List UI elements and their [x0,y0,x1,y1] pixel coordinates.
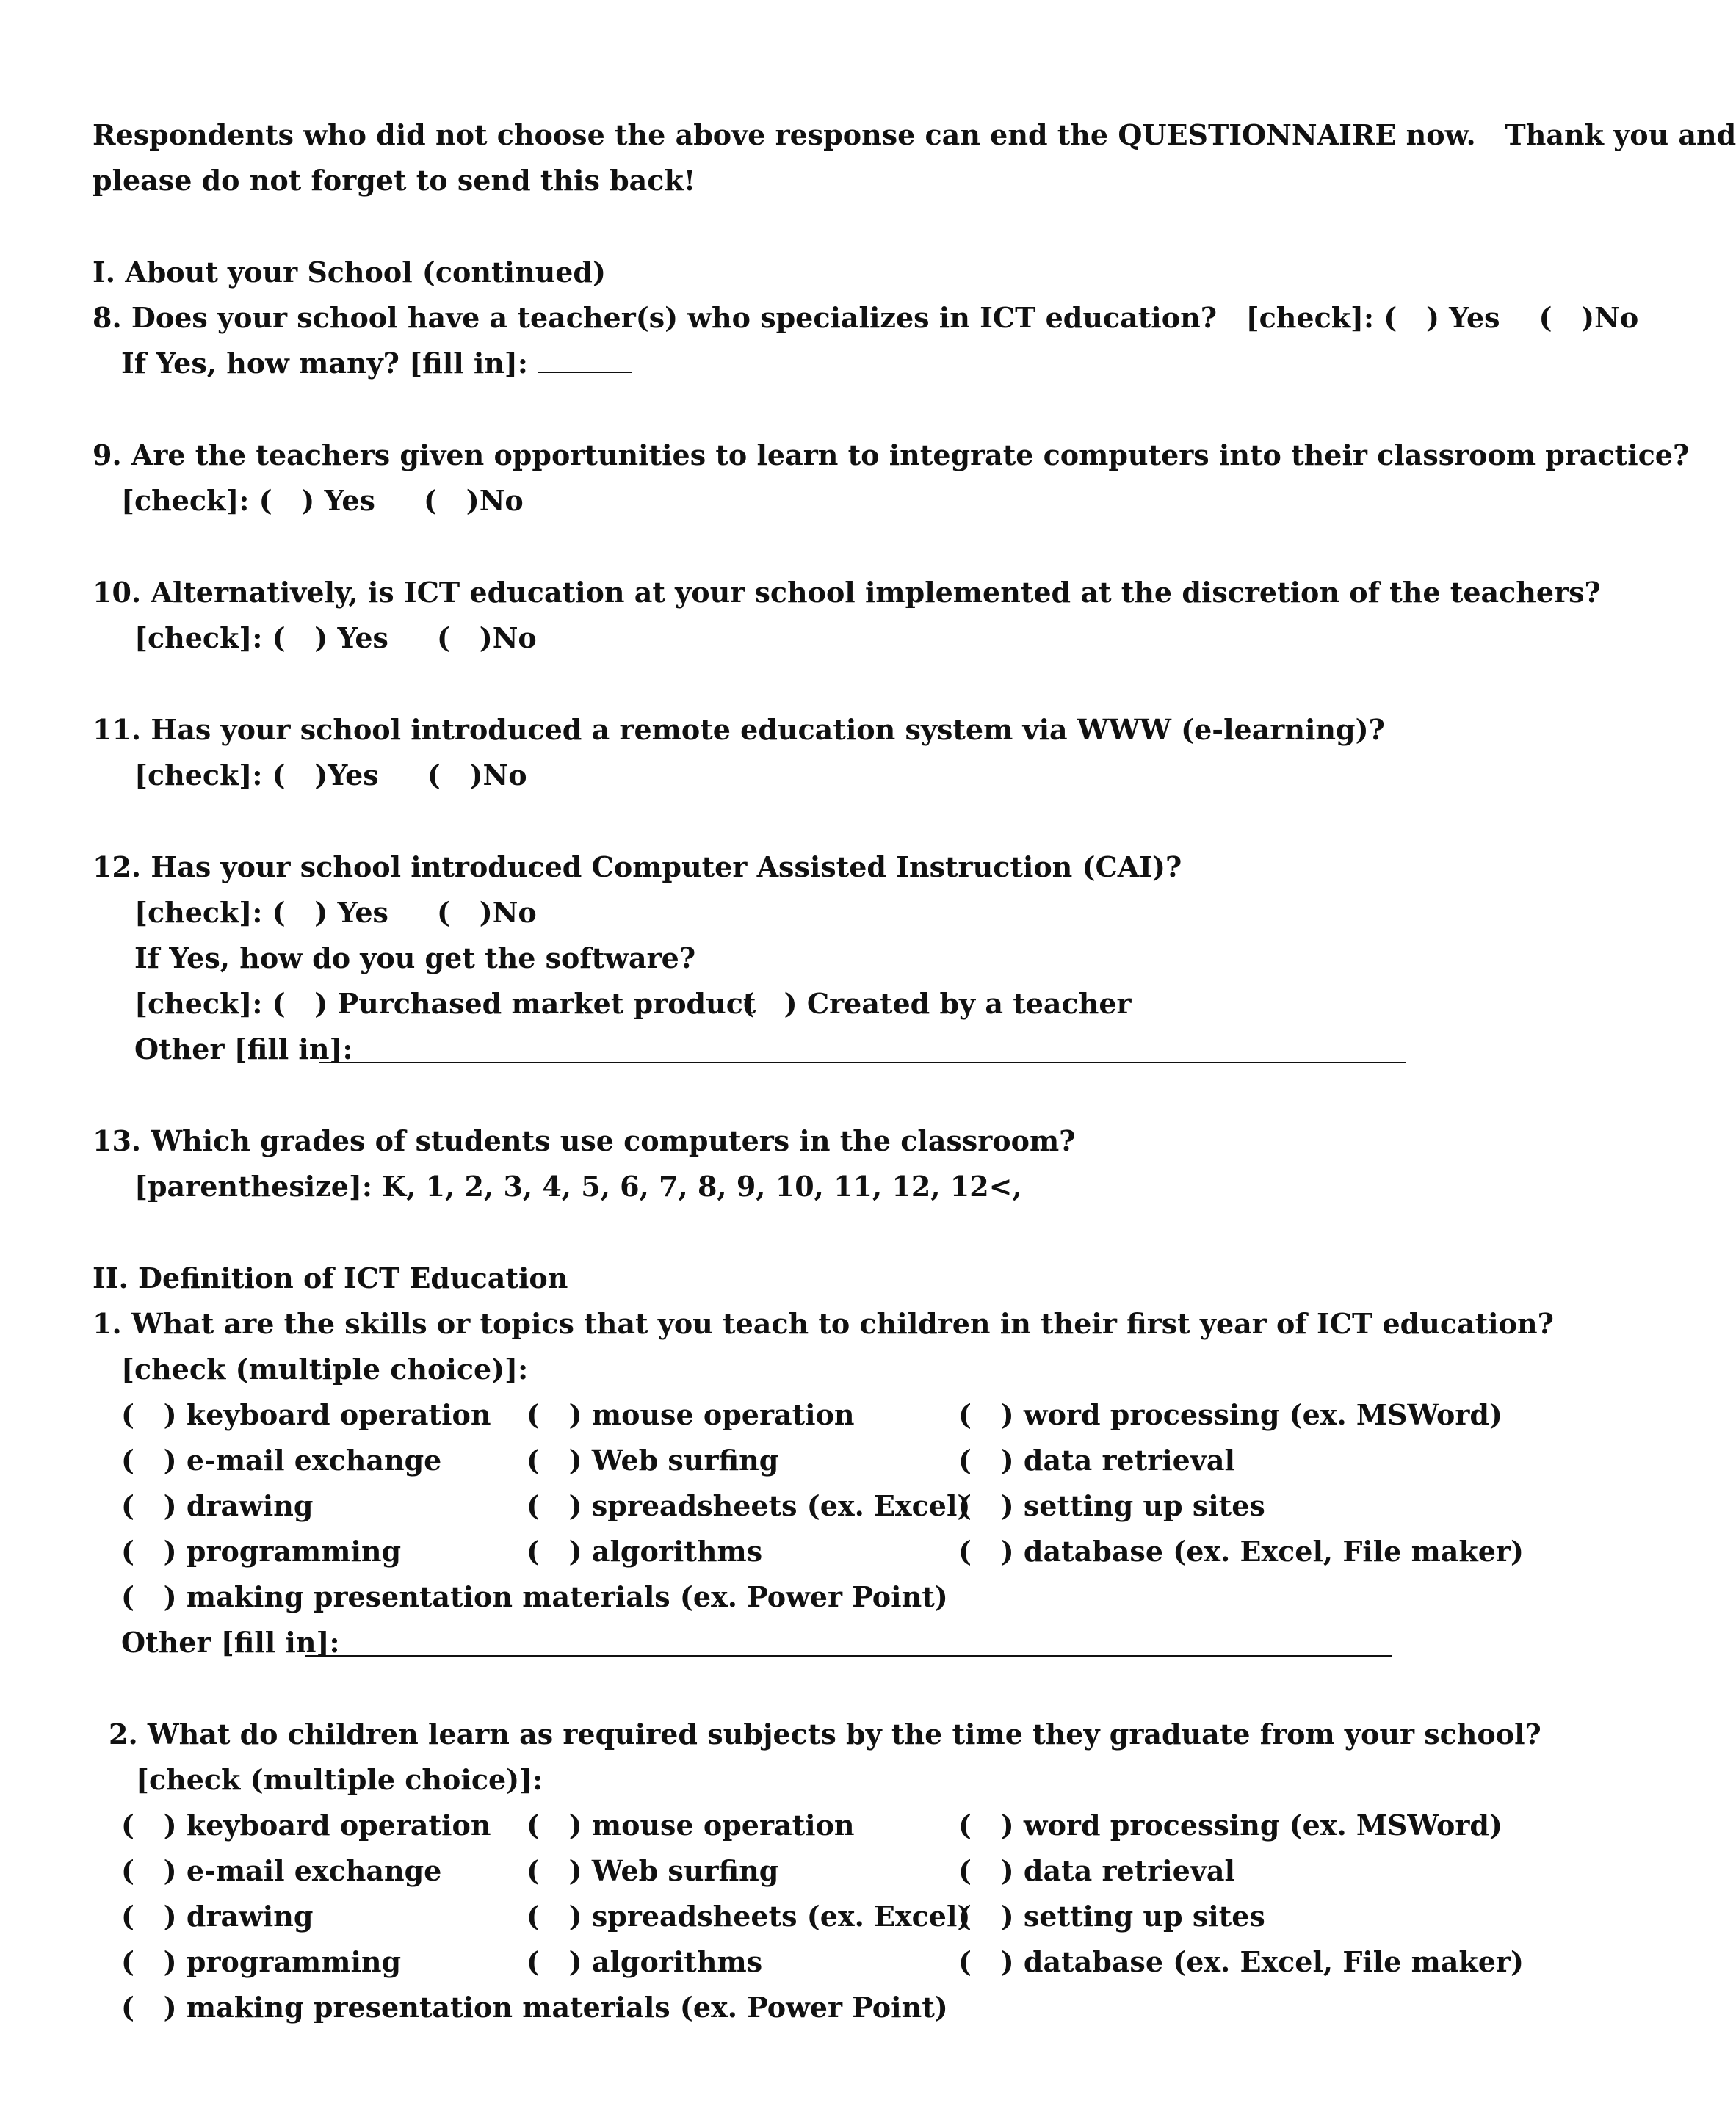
s2-q2-option-programming[interactable]: ( ) programming [121,1945,402,1978]
s2-q1-option-email[interactable]: ( ) e-mail exchange [121,1444,442,1477]
s2-q2-option-spreadsheets[interactable]: ( ) spreadsheets (ex. Excel) [527,1900,971,1933]
s2-q2-text: 2. What do children learn as required subjects by the time they graduate from your school? [109,1718,1541,1751]
q9-check[interactable]: [check]: ( ) Yes ( )No [121,484,524,517]
s2-q1-option-algorithms[interactable]: ( ) algorithms [527,1535,763,1568]
q11-check[interactable]: [check]: ( )Yes ( )No [134,759,527,792]
s2-q2-option-data[interactable]: ( ) data retrieval [958,1854,1235,1887]
q8-followup-label: If Yes, how many? [fill in]: [121,347,538,380]
s2-q1-option-data[interactable]: ( ) data retrieval [958,1444,1235,1477]
q12-check[interactable]: [check]: ( ) Yes ( )No [134,896,537,929]
s2-q2-option-algorithms[interactable]: ( ) algorithms [527,1945,763,1978]
s2-q1-option-drawing[interactable]: ( ) drawing [121,1489,314,1522]
s2-q1-option-keyboard[interactable]: ( ) keyboard operation [121,1398,491,1431]
s2-q1-other-label: Other [fill in]: [121,1626,340,1659]
s2-q1-option-web[interactable]: ( ) Web surfing [527,1444,779,1477]
s2-q2-option-web[interactable]: ( ) Web surfing [527,1854,779,1887]
q8-text: 8. Does your school have a teacher(s) who specializes in ICT education? [check]: ( ) Yes ( )No [93,301,1639,334]
q12-source-purchased[interactable]: [check]: ( ) Purchased market product [134,987,756,1020]
s2-q1-option-sites[interactable]: ( ) setting up sites [958,1489,1265,1522]
q11-text: 11. Has your school introduced a remote education system via WWW (e-learning)? [93,713,1385,746]
s2-q2-option-presentation[interactable]: ( ) making presentation materials (ex. Power Point) [121,1991,948,2024]
s2-q2-option-email[interactable]: ( ) e-mail exchange [121,1854,442,1887]
q13-text: 13. Which grades of students use computers in the classroom? [93,1124,1076,1157]
q8-count-blank[interactable] [538,350,632,373]
s2-q2-option-database[interactable]: ( ) database (ex. Excel, File maker) [958,1945,1524,1978]
q12-other-blank[interactable] [319,1062,1406,1063]
s2-q1-other-blank[interactable] [305,1655,1392,1657]
s2-q1-text: 1. What are the skills or topics that you teach to children in their first year of ICT education? [93,1307,1554,1340]
q13-grades[interactable]: [parenthesize]: K, 1, 2, 3, 4, 5, 6, 7, 8, 9, 10, 11, 12, 12<, [134,1170,1022,1203]
s2-q2-option-sites[interactable]: ( ) setting up sites [958,1900,1265,1933]
q12-other-label: Other [fill in]: [134,1032,353,1065]
q12-text: 12. Has your school introduced Computer Assisted Instruction (CAI)? [93,850,1182,883]
intro-line-1: Respondents who did not choose the above response can end the QUESTIONNAIRE now. Thank you and [93,118,1736,151]
s2-q1-instruction: [check (multiple choice)]: [121,1353,529,1386]
q9-text: 9. Are the teachers given opportunities to learn to integrate computers into their classroom practice? [93,438,1690,471]
intro-line-2: please do not forget to send this back! [93,164,696,197]
s2-q1-option-mouse[interactable]: ( ) mouse operation [527,1398,855,1431]
q10-text: 10. Alternatively, is ICT education at your school implemented at the discretion of the teachers? [93,576,1601,609]
s2-q1-option-database[interactable]: ( ) database (ex. Excel, File maker) [958,1535,1524,1568]
q12-source-teacher[interactable]: ( ) Created by a teacher [742,987,1132,1020]
s2-q2-instruction: [check (multiple choice)]: [136,1763,543,1796]
s2-q2-option-word[interactable]: ( ) word processing (ex. MSWord) [958,1809,1502,1842]
s2-q1-option-word[interactable]: ( ) word processing (ex. MSWord) [958,1398,1502,1431]
s2-q2-option-drawing[interactable]: ( ) drawing [121,1900,314,1933]
s2-q1-option-spreadsheets[interactable]: ( ) spreadsheets (ex. Excel) [527,1489,971,1522]
s2-q2-option-keyboard[interactable]: ( ) keyboard operation [121,1809,491,1842]
s2-q1-option-programming[interactable]: ( ) programming [121,1535,402,1568]
section-2-heading: II. Definition of ICT Education [93,1262,568,1295]
s2-q1-option-presentation[interactable]: ( ) making presentation materials (ex. Power Point) [121,1580,948,1613]
q12-followup: If Yes, how do you get the software? [134,941,696,974]
q10-check[interactable]: [check]: ( ) Yes ( )No [134,621,537,654]
s2-q2-option-mouse[interactable]: ( ) mouse operation [527,1809,855,1842]
section-1-heading: I. About your School (continued) [93,256,606,289]
q8-followup [121,346,632,381]
